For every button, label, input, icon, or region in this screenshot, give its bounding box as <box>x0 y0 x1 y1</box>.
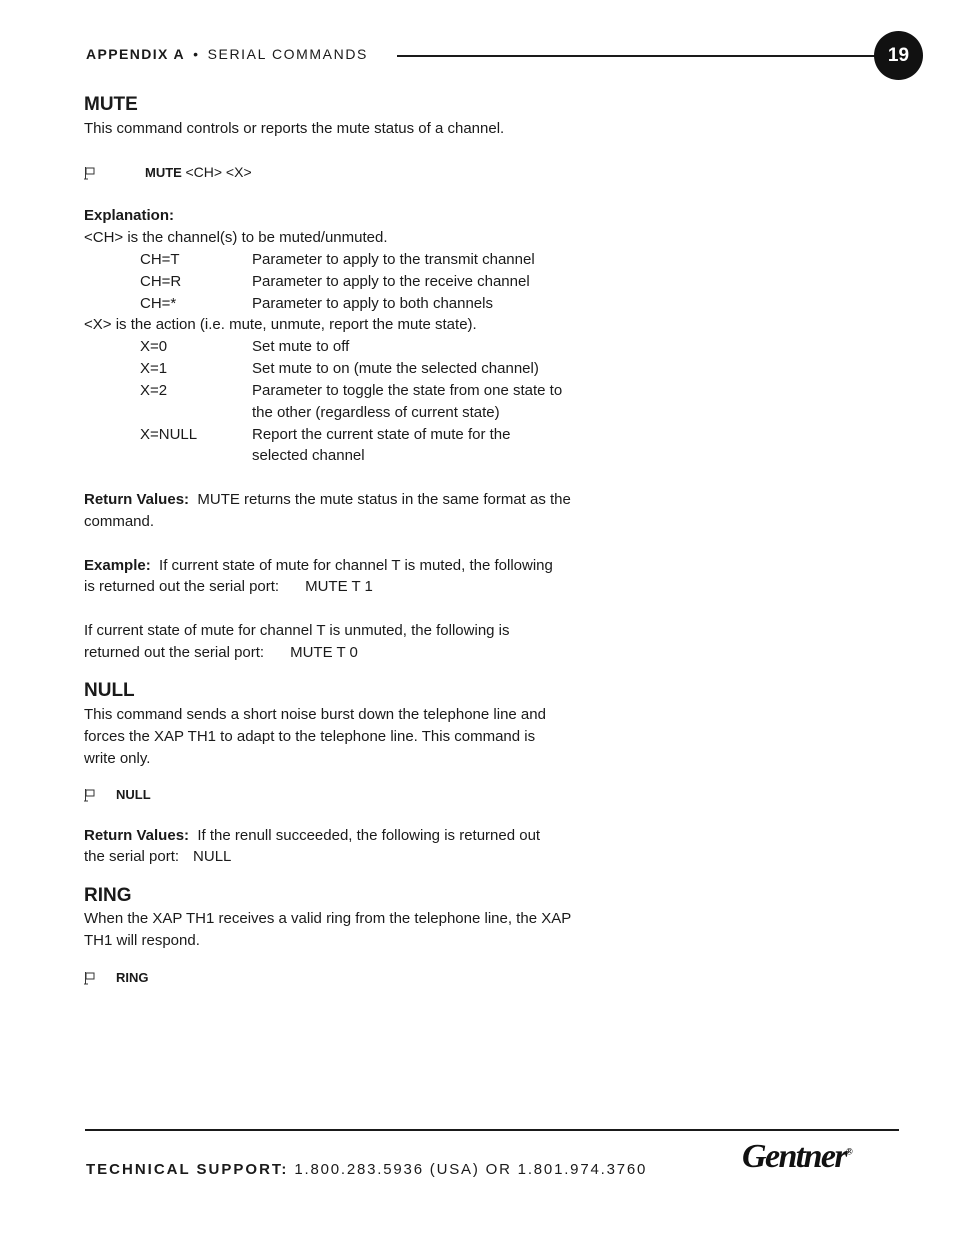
param-description: Parameter to apply to the receive channel <box>252 273 530 290</box>
param-label: X=2 <box>140 382 168 399</box>
example-output: MUTE T 0 <box>290 644 358 661</box>
param-label: CH=* <box>140 295 177 312</box>
null-heading: NULL <box>84 680 135 701</box>
mute-example <box>84 555 553 577</box>
footer-rule <box>85 1129 899 1131</box>
return-values-label: Return Values: <box>84 491 190 508</box>
unmuted-line <box>84 642 358 664</box>
null-return-line <box>84 846 231 868</box>
param-description: Parameter to apply to the transmit channel <box>252 251 535 268</box>
page-number: 19 <box>887 44 910 66</box>
command-flag-icon <box>84 788 96 802</box>
param-description-continued: the other (regardless of current state) <box>252 404 500 421</box>
header-separator: • <box>193 46 200 62</box>
support-numbers: 1.800.283.5936 (USA) OR 1.801.974.3760 <box>294 1161 648 1178</box>
return-output: NULL <box>193 848 232 865</box>
return-values-label: Return Values: <box>84 827 190 844</box>
ring-heading: RING <box>84 885 132 906</box>
example-line <box>84 576 373 598</box>
registered-mark: ® <box>846 1146 853 1157</box>
mute-syntax-command: MUTE <box>145 165 182 180</box>
ring-syntax: RING <box>116 970 149 985</box>
appendix-label: APPENDIX A <box>86 46 186 62</box>
param-label: X=1 <box>140 360 168 377</box>
param-description: Set mute to on (mute the selected channel) <box>252 360 539 377</box>
technical-support <box>86 1161 647 1178</box>
unmuted-text: If current state of mute for channel T is unmuted, the following is <box>84 622 510 639</box>
header-rule <box>397 55 877 57</box>
mute-syntax-args: <CH> <X> <box>185 164 252 180</box>
mute-syntax <box>145 164 252 180</box>
mute-return-values <box>84 489 571 511</box>
param-description: Set mute to off <box>252 338 350 355</box>
param-label: X=0 <box>140 338 168 355</box>
param-description-continued: selected channel <box>252 447 365 464</box>
example-label: Example: <box>84 557 151 574</box>
param-label: CH=R <box>140 273 182 290</box>
example-output: MUTE T 1 <box>305 578 373 595</box>
null-description: forces the XAP TH1 to adapt to the telephone line. This command is <box>84 728 536 745</box>
command-flag-icon <box>84 166 96 180</box>
null-description: write only. <box>84 750 151 767</box>
return-values-text: command. <box>84 513 155 530</box>
section-label: SERIAL COMMANDS <box>207 46 368 62</box>
ch-intro: <CH> is the channel(s) to be muted/unmuted. <box>84 229 388 246</box>
param-description: Report the current state of mute for the <box>252 426 511 443</box>
return-values-text: MUTE returns the mute status in the same format as the <box>197 491 571 508</box>
null-return-values <box>84 825 540 847</box>
param-description: Parameter to toggle the state from one state to <box>252 382 563 399</box>
explanation-label: Explanation: <box>84 207 175 224</box>
param-label: X=NULL <box>140 426 198 443</box>
gentner-logo <box>742 1138 853 1176</box>
command-flag-icon <box>84 971 96 985</box>
support-label: TECHNICAL SUPPORT: <box>86 1161 289 1178</box>
return-values-text: If the renull succeeded, the following is returned out <box>197 827 541 844</box>
param-label: CH=T <box>140 251 180 268</box>
null-syntax: NULL <box>116 787 151 802</box>
mute-heading: MUTE <box>84 94 138 115</box>
x-intro: <X> is the action (i.e. mute, unmute, report the mute state). <box>84 316 477 333</box>
param-description: Parameter to apply to both channels <box>252 295 493 312</box>
ring-description: TH1 will respond. <box>84 932 200 949</box>
example-text: is returned out the serial port: <box>84 578 280 595</box>
running-header <box>86 46 368 62</box>
unmuted-text: returned out the serial port: <box>84 644 265 661</box>
page-number-badge <box>874 31 923 80</box>
example-text: If current state of mute for channel T is muted, the following <box>159 557 553 574</box>
return-values-text: the serial port: <box>84 848 180 865</box>
null-description: This command sends a short noise burst down the telephone line and <box>84 706 546 723</box>
logo-wordmark: Gentner <box>742 1138 847 1175</box>
ring-description: When the XAP TH1 receives a valid ring from the telephone line, the XAP <box>84 910 572 927</box>
mute-description: This command controls or reports the mute status of a channel. <box>84 120 505 137</box>
